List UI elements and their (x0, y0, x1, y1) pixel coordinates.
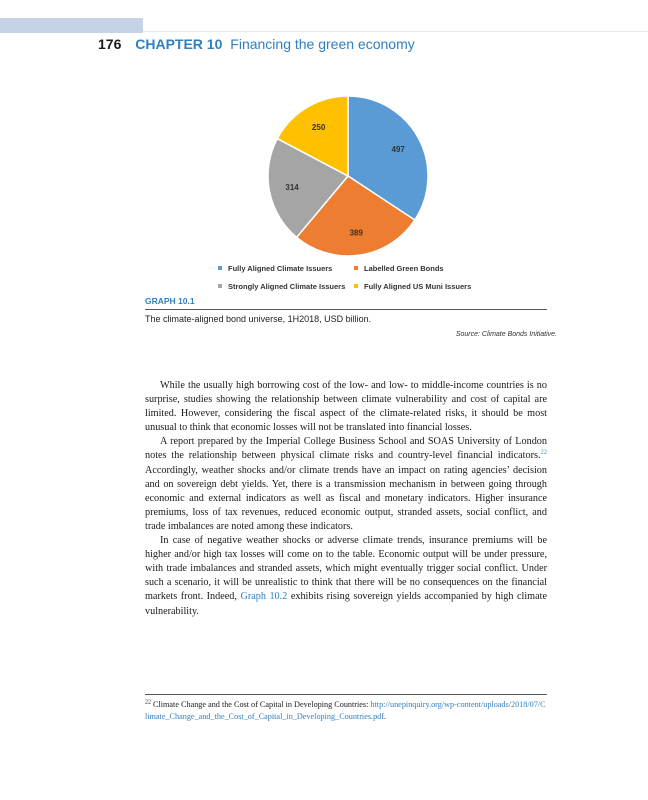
legend-item-fully-aligned-climate (218, 264, 332, 273)
legend-item-strongly-aligned-climate (218, 282, 345, 291)
chapter-title: Financing the green economy (230, 36, 415, 52)
legend-item-fully-aligned-us-muni (354, 282, 471, 291)
footnote-number: 22 (145, 699, 151, 706)
footnote-rule (145, 694, 547, 695)
legend-swatch (218, 284, 222, 288)
footnote-url-link[interactable]: http://unepinquiry.org/wp-content/uploads/2018/07/Climate_Change_and_the_Cost_of_Capital_in_Developing_Countries.pdf (145, 700, 546, 721)
legend-label: Labelled Green Bonds (364, 264, 444, 273)
graph-reference-link[interactable]: Graph 10.2 (240, 591, 288, 603)
legend-swatch (354, 284, 358, 288)
legend-label: Strongly Aligned Climate Issuers (228, 282, 346, 291)
pie-value-label-3: 250 (311, 123, 326, 133)
footnote-ref[interactable]: 22 (540, 449, 547, 457)
paragraph-1: While the usually high borrowing cost of the low- and low- to middle-income countries is no surprise, studies showing the relationship between climate vulnerability and cost of capital are limited. However, considering the fiscal aspect of the climate-related risks, it should be most unusual to think that economic losses will not be translated into financial losses. (145, 380, 547, 434)
paragraph-text: A report prepared by the Imperial College Business School and SOAS University of London notes the relationship between physical climate risks and country-level financial indicators. (145, 436, 547, 462)
paragraph-text: exhibits rising sovereign yields accompanied by high climate vulnerability. (145, 591, 547, 617)
pie-chart (0, 0, 648, 300)
footnote-end: . (384, 711, 387, 721)
legend-item-labelled-green-bonds (354, 264, 444, 273)
body-text (145, 379, 547, 619)
pie-value-label-0: 497 (391, 144, 405, 154)
paragraph-2 (145, 435, 547, 534)
footnote (145, 699, 547, 722)
pie-value-label-1: 389 (349, 228, 363, 238)
legend-swatch (218, 266, 222, 270)
graph-rule (145, 309, 547, 310)
legend-label: Fully Aligned Climate Issuers (228, 264, 333, 273)
legend-swatch (354, 266, 358, 270)
graph-source: Source: Climate Bonds Initiative. (455, 331, 557, 338)
paragraph-text: Accordingly, weather shocks and/or climate trends have an impact on rating agencies’ decision and on sovereign debt yields. Yet, there is a transmission mechanism in between going through economic and external indicators as well as fiscal and monetary indicators. Higher insurance premiums, loss of tax revenues, reduced economic output, stranded assets, social conflict, and trade imbalances are noted among these indicators. (145, 464, 547, 532)
paragraph-text: In case of negative weather shocks or adverse climate trends, insurance premiums will be higher and/or high tax losses will come on to the table. Economic output will be under pressure, with trade imbalances and stranded assets, which might eventually trigger social conflict. Under such a scenario, it will be unrealistic to think that there will be no consequences on the financial markets front. Indeed, (145, 535, 547, 603)
graph-caption: The climate-aligned bond universe, 1H2018, USD billion. (145, 314, 372, 324)
legend-label: Fully Aligned US Muni Issuers (364, 282, 472, 291)
pie-slices (268, 96, 428, 256)
graph-label: GRAPH 10.1 (145, 296, 195, 306)
chapter-label: CHAPTER 10 (135, 36, 223, 52)
pie-value-label-2: 314 (285, 182, 299, 192)
footnote-text: Climate Change and the Cost of Capital in Developing Countries: (151, 700, 371, 709)
paragraph-3 (145, 534, 547, 619)
page-number: 176 (98, 36, 122, 52)
